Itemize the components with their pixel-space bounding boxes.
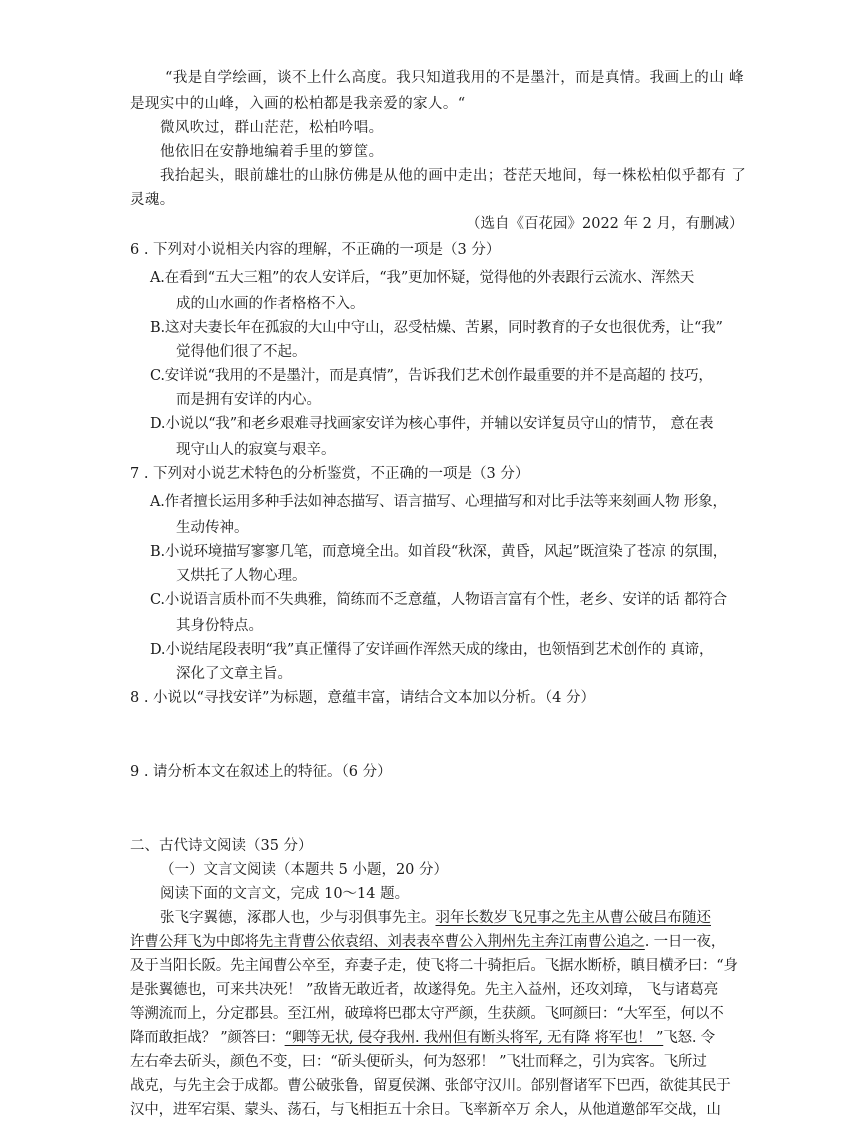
classical-text-line-6-plain-a: 降而敢拒战？ ”颜答曰： bbox=[130, 1030, 285, 1046]
question-6-option-c-line-2: 而是拥有安详的内心。 bbox=[176, 392, 321, 408]
question-7-stem: 7 . 下列对小说艺术特色的分析鉴赏，不正确的一项是（3 分） bbox=[130, 466, 530, 482]
section-2-instruction: 阅读下面的文言文，完成 10～14 题。 bbox=[160, 886, 410, 902]
classical-text-line-7: 左右牵去斫头，颜色不变，曰：“斫头便斫头，何为怒邪！ ”飞壮而释之，引为宾客。飞所过 bbox=[130, 1054, 707, 1070]
story-paragraph-1-line-2: 是现实中的山峰，入画的松柏都是我亲爱的家人。“ bbox=[130, 96, 466, 112]
question-7-option-d-line-2: 深化了文章主旨。 bbox=[176, 666, 292, 682]
story-paragraph-3: 他依旧在安静地编着手里的箩筐。 bbox=[160, 144, 384, 160]
question-7-option-d-line-1: D.小说结尾段表明“我”真正懂得了安详画作浑然天成的缘由，也领悟到艺术创作的 真谛， bbox=[150, 642, 714, 658]
classical-text-line-2-plain: . 一日一夜， bbox=[644, 934, 726, 950]
question-7-option-a-line-1: A.作者擅长运用多种手法如神态描写、语言描写、心理描写和对比手法等来刻画人物 形象， bbox=[150, 494, 727, 510]
classical-text-line-8: 战克，与先主会于成都。曹公破张鲁，留夏侯渊、张郃守汉川。郃别督诸军下巴西，欲徙其民于 bbox=[130, 1078, 731, 1094]
question-6-option-b-line-1: B.这对夫妻长年在孤寂的大山中守山，忍受枯燥、苦累，同时教育的子女也很优秀，让“我” bbox=[150, 320, 723, 336]
story-paragraph-2: 微风吹过，群山茫茫，松柏吟唱。 bbox=[160, 120, 384, 136]
question-8-stem: 8 . 小说以“寻找安详”为标题，意蕴丰富，请结合文本加以分析。（4 分） bbox=[130, 690, 595, 706]
question-7-option-c-line-2: 其身份特点。 bbox=[176, 618, 263, 634]
question-7-option-c-line-1: C.小说语言质朴而不失典雅，简练而不乏意蕴，人物语言富有个性，老乡、安详的话 都符合 bbox=[150, 592, 727, 608]
section-2-title: 二、古代诗文阅读（35 分） bbox=[130, 838, 313, 854]
question-6-stem: 6 . 下列对小说相关内容的理解，不正确的一项是（3 分） bbox=[130, 242, 501, 258]
classical-text-line-6-underlined: “卿等无状, 侵夺我州. 我州但有断头将军, 无有降 将军也！ ” bbox=[284, 1030, 664, 1046]
question-9-stem: 9 . 请分析本文在叙述上的特征。（6 分） bbox=[130, 764, 392, 780]
classical-text-line-4: 是张翼德也，可来共决死！ ”敌皆无敢近者，故遂得免。先主入益州，还攻刘璋， 飞与诸葛亮 bbox=[130, 982, 719, 998]
classical-text-line-1-underlined: 羽年长数岁飞兄事之先主从曹公破吕布随还 bbox=[435, 910, 711, 926]
story-paragraph-1-line-1: “我是自学绘画，谈不上什么高度。我只知道我用的不是墨汁，而是真情。我画上的山 峰 bbox=[165, 70, 745, 86]
question-6-option-d-line-2: 现守山人的寂寞与艰辛。 bbox=[176, 442, 336, 458]
classical-text-line-2-underlined: 许曹公拜飞为中郎将先主背曹公依袁绍、刘表表卒曹公入荆州先主奔江南曹公追之 bbox=[130, 934, 645, 950]
question-7-option-b-line-1: B.小说环境描写寥寥几笔，而意境全出。如首段“秋深，黄昏，风起”既渲染了苍凉 的氛围， bbox=[150, 544, 728, 560]
question-6-option-a-line-1: A.在看到“五大三粗”的农人安详后，“我”更加怀疑，觉得他的外表跟行云流水、浑然天 bbox=[150, 270, 695, 286]
classical-text-line-1-plain: 张飞字翼德，涿郡人也，少与羽俱事先主。 bbox=[160, 910, 436, 926]
story-source: （选自《百花园》2022 年 2 月，有删减） bbox=[466, 216, 744, 232]
story-paragraph-4-line-1: 我抬起头，眼前雄壮的山脉仿佛是从他的画中走出；苍茫天地间，每一株松柏似乎都有 了 bbox=[160, 168, 747, 184]
question-6-option-c-line-1: C.安详说“我用的不是墨汁，而是真情”，告诉我们艺术创作最重要的并不是高超的 技巧， bbox=[150, 368, 713, 384]
question-6-option-b-line-2: 觉得他们很了不起。 bbox=[176, 344, 307, 360]
question-7-option-b-line-2: 又烘托了人物心理。 bbox=[176, 568, 307, 584]
section-2-subtitle: （一）文言文阅读（本题共 5 小题，20 分） bbox=[160, 862, 449, 878]
question-6-option-d-line-1: D.小说以“我”和老乡艰难寻找画家安详为核心事件，并辅以安详复员守山的情节， 意在表 bbox=[150, 416, 714, 432]
question-6-option-a-line-2: 成的山水画的作者格格不入。 bbox=[176, 296, 365, 312]
classical-text-line-9: 汉中，进军宕渠、蒙头、荡石，与飞相拒五十余日。飞率新卒万 余人，从他道邀郃军交战，山 bbox=[130, 1102, 721, 1118]
classical-text-line-2 bbox=[130, 932, 725, 952]
classical-text-line-5: 等溯流而上，分定郡县。至江州，破璋将巴郡太守严颜，生获颜。飞呵颜曰：“大军至，何以不 bbox=[130, 1006, 724, 1022]
question-7-option-a-line-2: 生动传神。 bbox=[176, 520, 249, 536]
classical-text-line-3: 及于当阳长阪。先主闻曹公卒至，弃妻子走，使飞将二十骑拒后。飞据水断桥，瞋目横矛曰：“身 bbox=[130, 958, 738, 974]
classical-text-line-6-plain-b: 飞怒. 令 bbox=[663, 1030, 715, 1046]
classical-text-line-6 bbox=[130, 1028, 715, 1048]
classical-text-line-1 bbox=[160, 908, 711, 928]
story-paragraph-4-line-2: 灵魂。 bbox=[130, 192, 175, 208]
